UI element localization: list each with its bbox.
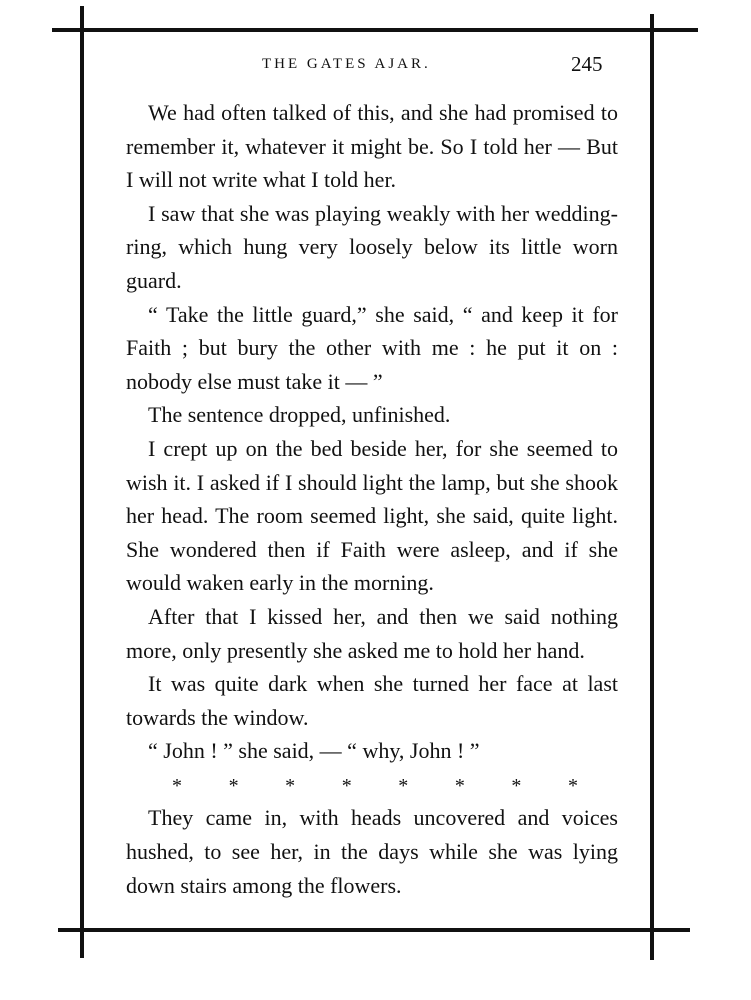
asterisk: * (567, 774, 578, 797)
paragraph-promise: We had often talked of this, and she had promised to remember it, whatever it might be. So I told her — But I will not write what I told her. (126, 100, 618, 193)
page-number: 245 (571, 52, 603, 76)
paragraph-kissed-her: After that I kissed her, and then we said nothing more, only presently she asked me to hold her hand. (126, 603, 618, 663)
paragraph-closing: They came in, with heads uncovered and voices hushed, to see her, in the days while she was lying down stairs among the flowers. (126, 805, 618, 898)
paragraph-why-john: “ John ! ” she said, — “ why, John ! ” (148, 738, 480, 764)
asterisk: * (454, 774, 465, 797)
asterisk: * (172, 774, 182, 797)
paragraph-little-guard: “ Take the little guard,” she said, “ and keep it for Faith ; but bury the other with me : he put it on : nobody else must take it — ” (126, 301, 618, 394)
bottom-border-rule (58, 928, 690, 932)
asterisk: * (285, 774, 296, 797)
paragraph-sentence-dropped: The sentence dropped, unfinished. (148, 402, 451, 428)
asterisk: * (228, 774, 239, 797)
body-text (126, 96, 618, 902)
paragraph-quite-dark: It was quite dark when she turned her face at last towards the window. (126, 671, 618, 730)
right-border-rule (650, 14, 654, 960)
paragraph-wedding-ring: I saw that she was playing weakly with her wedding-ring, which hung very loosely below its little worn guard. (126, 200, 618, 293)
asterisk: * (341, 774, 352, 797)
section-break (126, 768, 618, 802)
asterisk: * (398, 774, 409, 797)
running-title: THE GATES AJAR. (262, 56, 431, 72)
asterisk: * (511, 774, 522, 797)
paragraph-crept-up: I crept up on the bed beside her, for she seemed to wish it. I asked if I should light the lamp, but she shook her head. The room seemed light, she said, quite light. She wondered then if Faith were asleep, and if she would waken early in the morning. (126, 435, 618, 596)
left-border-rule (80, 6, 84, 958)
top-border-rule (52, 28, 698, 32)
